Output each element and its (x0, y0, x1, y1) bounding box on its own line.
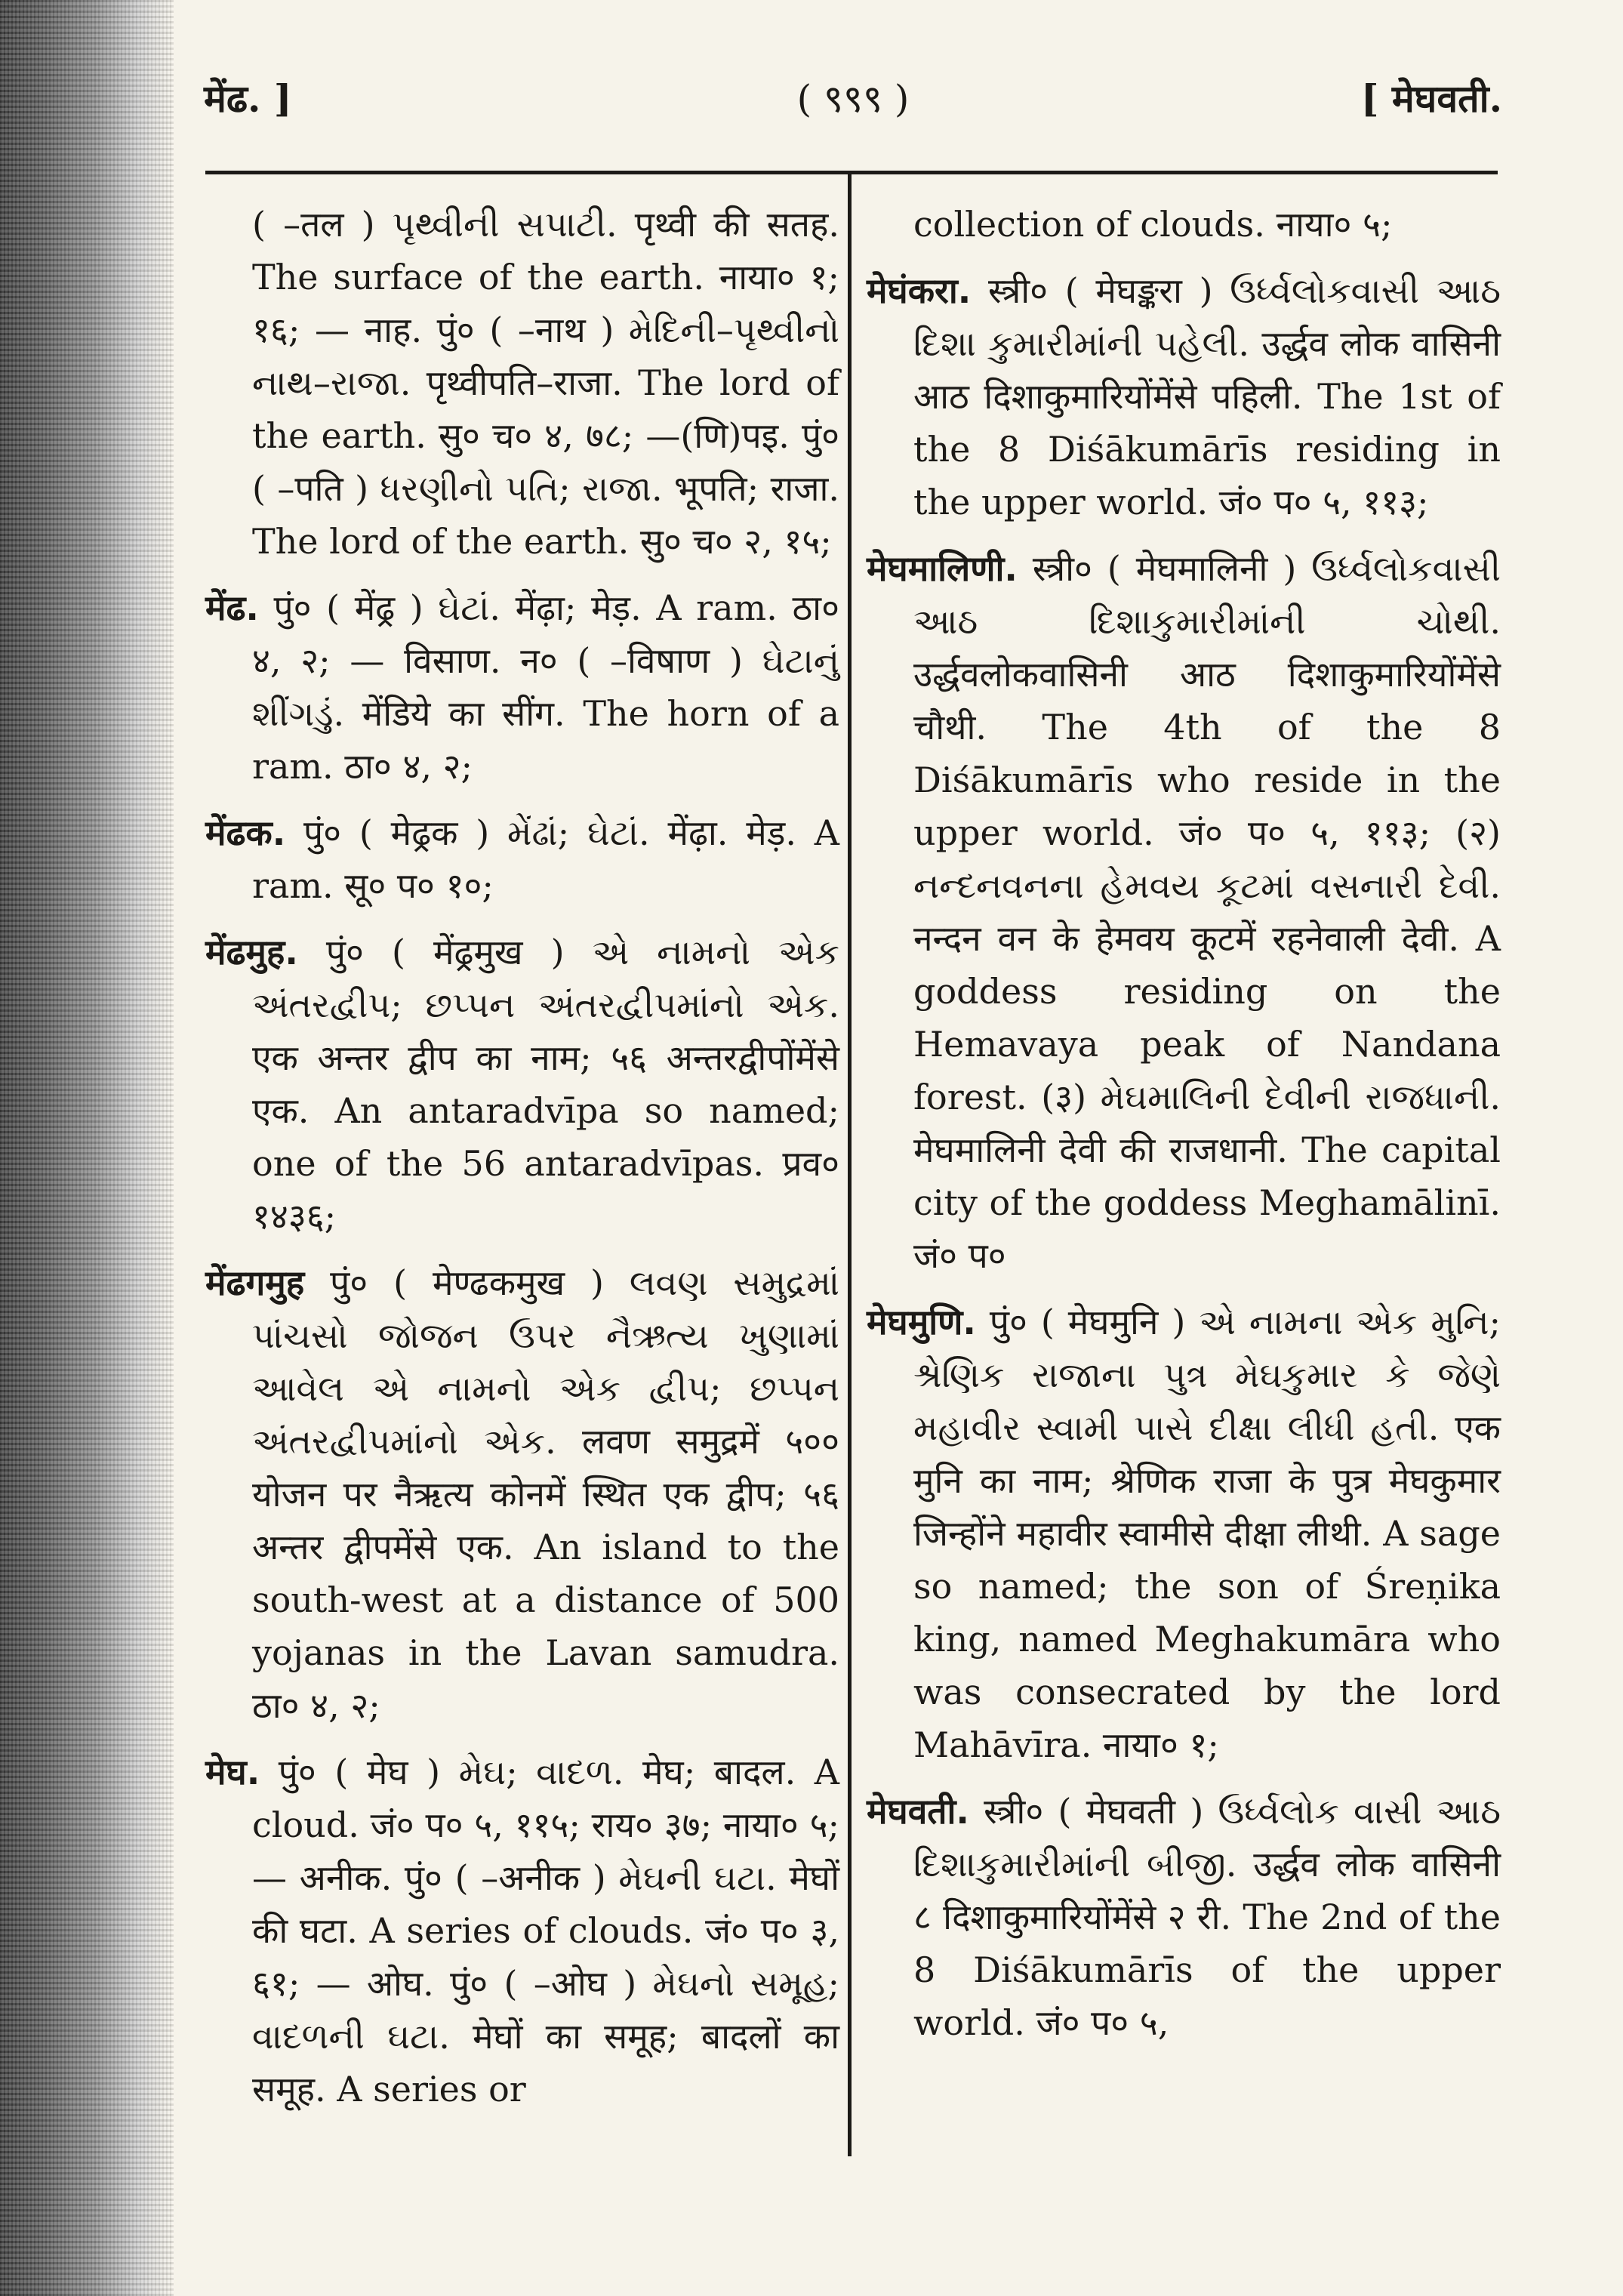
entry-text: collection of clouds. नाया० ५; (913, 204, 1393, 245)
dictionary-entry (867, 264, 1501, 529)
left-column (205, 198, 839, 2129)
entry-headword: मेघमुणि. (867, 1302, 976, 1342)
entry-headword: मेघ. (205, 1752, 260, 1792)
entry-headword: मेंढगमुह (205, 1262, 305, 1303)
entry-text: पुं० ( मेंढ्रमुख ) એ નામનો એક અંતરદ્વીપ; છપ્પન અંતરદ્વીપમાંનો એક. एक अन्तर द्वीप का नाम; ५६ अन्तरद्वीपोंमेंसे एक. An antaradvīpa so named; one of the 56 antaradvīpas. प्रव० १४३६; (252, 932, 839, 1237)
dictionary-entry (205, 198, 839, 568)
right-column (867, 198, 1501, 2063)
dictionary-entry (205, 1256, 839, 1732)
header-rule (205, 171, 1498, 174)
header-right-guideword: [ मेघवती. (1360, 76, 1502, 121)
entry-text: पुं० ( मेढ्रक ) મેંઢાં; ઘેટાં. मेंढ़ा. मेड़. A ram. सू० प० १०; (252, 812, 839, 906)
entry-headword: मेघवती. (867, 1791, 969, 1832)
page-number: ( ९९९ ) (796, 77, 910, 121)
dictionary-entry (205, 926, 839, 1243)
entry-text: पुं० ( मेण्ढकमुख ) લવણ સમુદ્રમાં પાંચસો જોજન ઉપર નૈઋત્ય ખુણામાં આવેલ એ નામનો એક દ્વીપ; છપ્પન અંતરદ્વીપમાંનો એક. लवण समुद्रमें ५०० योजन पर नैऋत्य कोनमें स्थित एक द्वीप; ५६ अन्तर द्वीपमेंसे एक. An island to the south-west at a distance of 500 yojanas in the Lavan samudra. ठा० ४, २; (252, 1262, 840, 1726)
entry-headword: मेंढक. (205, 812, 286, 853)
entry-headword: मेंढमुह. (205, 932, 298, 972)
entry-text: स्त्री० ( मेघमालिनी ) ઉર્ધ્વલોકવાસી આઠ દિશાકુમારીમાંની ચોથી. उर्द्धवलोकवासिनी आठ दिशाकुमारियोंमेंसे चौथी. The 4th of the 8 Diśākumārīs who reside in the upper world. जं० प० ५, ११३; (२) નન્દનવનના હેમવય કૂટમાં વસનારી દેવી. नन्दन वन के हेमवय कूटमें रहनेवाली देवी. A goddess residing on the Hemavaya peak of Nandana forest. (३) મેઘમાલિની દેવીની રાજધાની. मेघमालिनी देवी की राजधानी. The capital city of the goddess Meghamālinī. जं० प० (913, 548, 1501, 1276)
dictionary-entry (867, 1296, 1501, 1771)
entry-text: पुं० ( मेघ ) મેઘ; વાદળ. मेघ; बादल. A cloud. जं० प० ५, ११५; राय० ३७; नाया० ५; — अनीक. पुं० ( –अनीक ) મેઘની ઘટા. मेघों की घटा. A series of clouds. जं० प० ३, ६१; — ओघ. पुं० ( –ओघ ) મેઘનો સમૂહ; વાદળની ઘટા. मेघों का समूह; बादलों का समूह. A series or (252, 1752, 839, 2110)
entry-text: स्त्री० ( मेघङ्करा ) ઉર્ધ્વલોકવાસી આઠ દિશા કુમારીમાંની પહેલી. उर्द्धव लोक वासिनी आठ दिशाकुमारियोंमेंसे पहिली. The 1st of the 8 Diśākumārīs residing in the upper world. जं० प० ५, ११३; (913, 270, 1501, 522)
dictionary-entry (205, 581, 839, 793)
entry-headword: मेंढ. (205, 587, 259, 628)
entry-text: पुं० ( मेघमुनि ) એ નામના એક મુનિ; શ્રેણિક રાજાના પુત્ર મેઘકુમાર કે જેણે મહાવીર સ્વામી પાસે દીક્ષા લીધી હતી. एक मुनि का नाम; श्रेणिक राजा के पुत्र मेघकुमार जिन्होंने महावीर स्वामीसे दीक्षा लीथी. A sage so named; the son of Śreṇika king, named Meghakumāra who was consecrated by the lord Mahāvīra. नाया० १; (913, 1302, 1501, 1765)
scanned-binding-gutter (0, 0, 174, 2296)
dictionary-entry (205, 1746, 839, 2116)
entry-text: पुं० ( मेंढ्र ) ઘેટાં. मेंढ़ा; मेड़. A ram. ठा० ४, २; — विसाण. न० ( –विषाण ) ઘેટાનું શીંગડું. मेंडिये का सींग. The horn of a ram. ठा० ४, २; (252, 587, 839, 787)
column-divider (848, 171, 852, 2156)
dictionary-entry (867, 542, 1501, 1282)
entry-headword: मेघमालिणी. (867, 548, 1018, 589)
page-header (204, 72, 1502, 140)
entry-headword: मेघंकरा. (867, 270, 972, 311)
entry-text: स्त्री० ( मेघवती ) ઉર્ધ્વલોક વાસી આઠ દિશાકુમારીમાંની બીજી. उर्द्धव लोक वासिनी ८ दिशाकुमारियोंमेंसे २ री. The 2nd of the 8 Diśākumārīs of the upper world. जं० प० ५, (913, 1791, 1501, 2043)
header-left-guideword: मेंढ. ] (204, 76, 292, 121)
entry-text: ( –तल ) પૃથ્વીની સપાટી. पृथ्वी की सतह. The surface of the earth. नाया० १; १६; — नाह. पुं० ( –नाथ ) મેદિની–પૃથ્વીનો નાથ–રાજા. पृथ्वीपति–राजा. The lord of the earth. सु० च० ४, ७८; —(णि)पइ. पुं० ( –पति ) ધરણીનો પતિ; રાજા. भूपति; राजा. The lord of the earth. सु० च० २, १५; (252, 204, 839, 562)
dictionary-entry (205, 806, 839, 912)
dictionary-entry (867, 198, 1501, 251)
dictionary-entry (867, 1785, 1501, 2049)
